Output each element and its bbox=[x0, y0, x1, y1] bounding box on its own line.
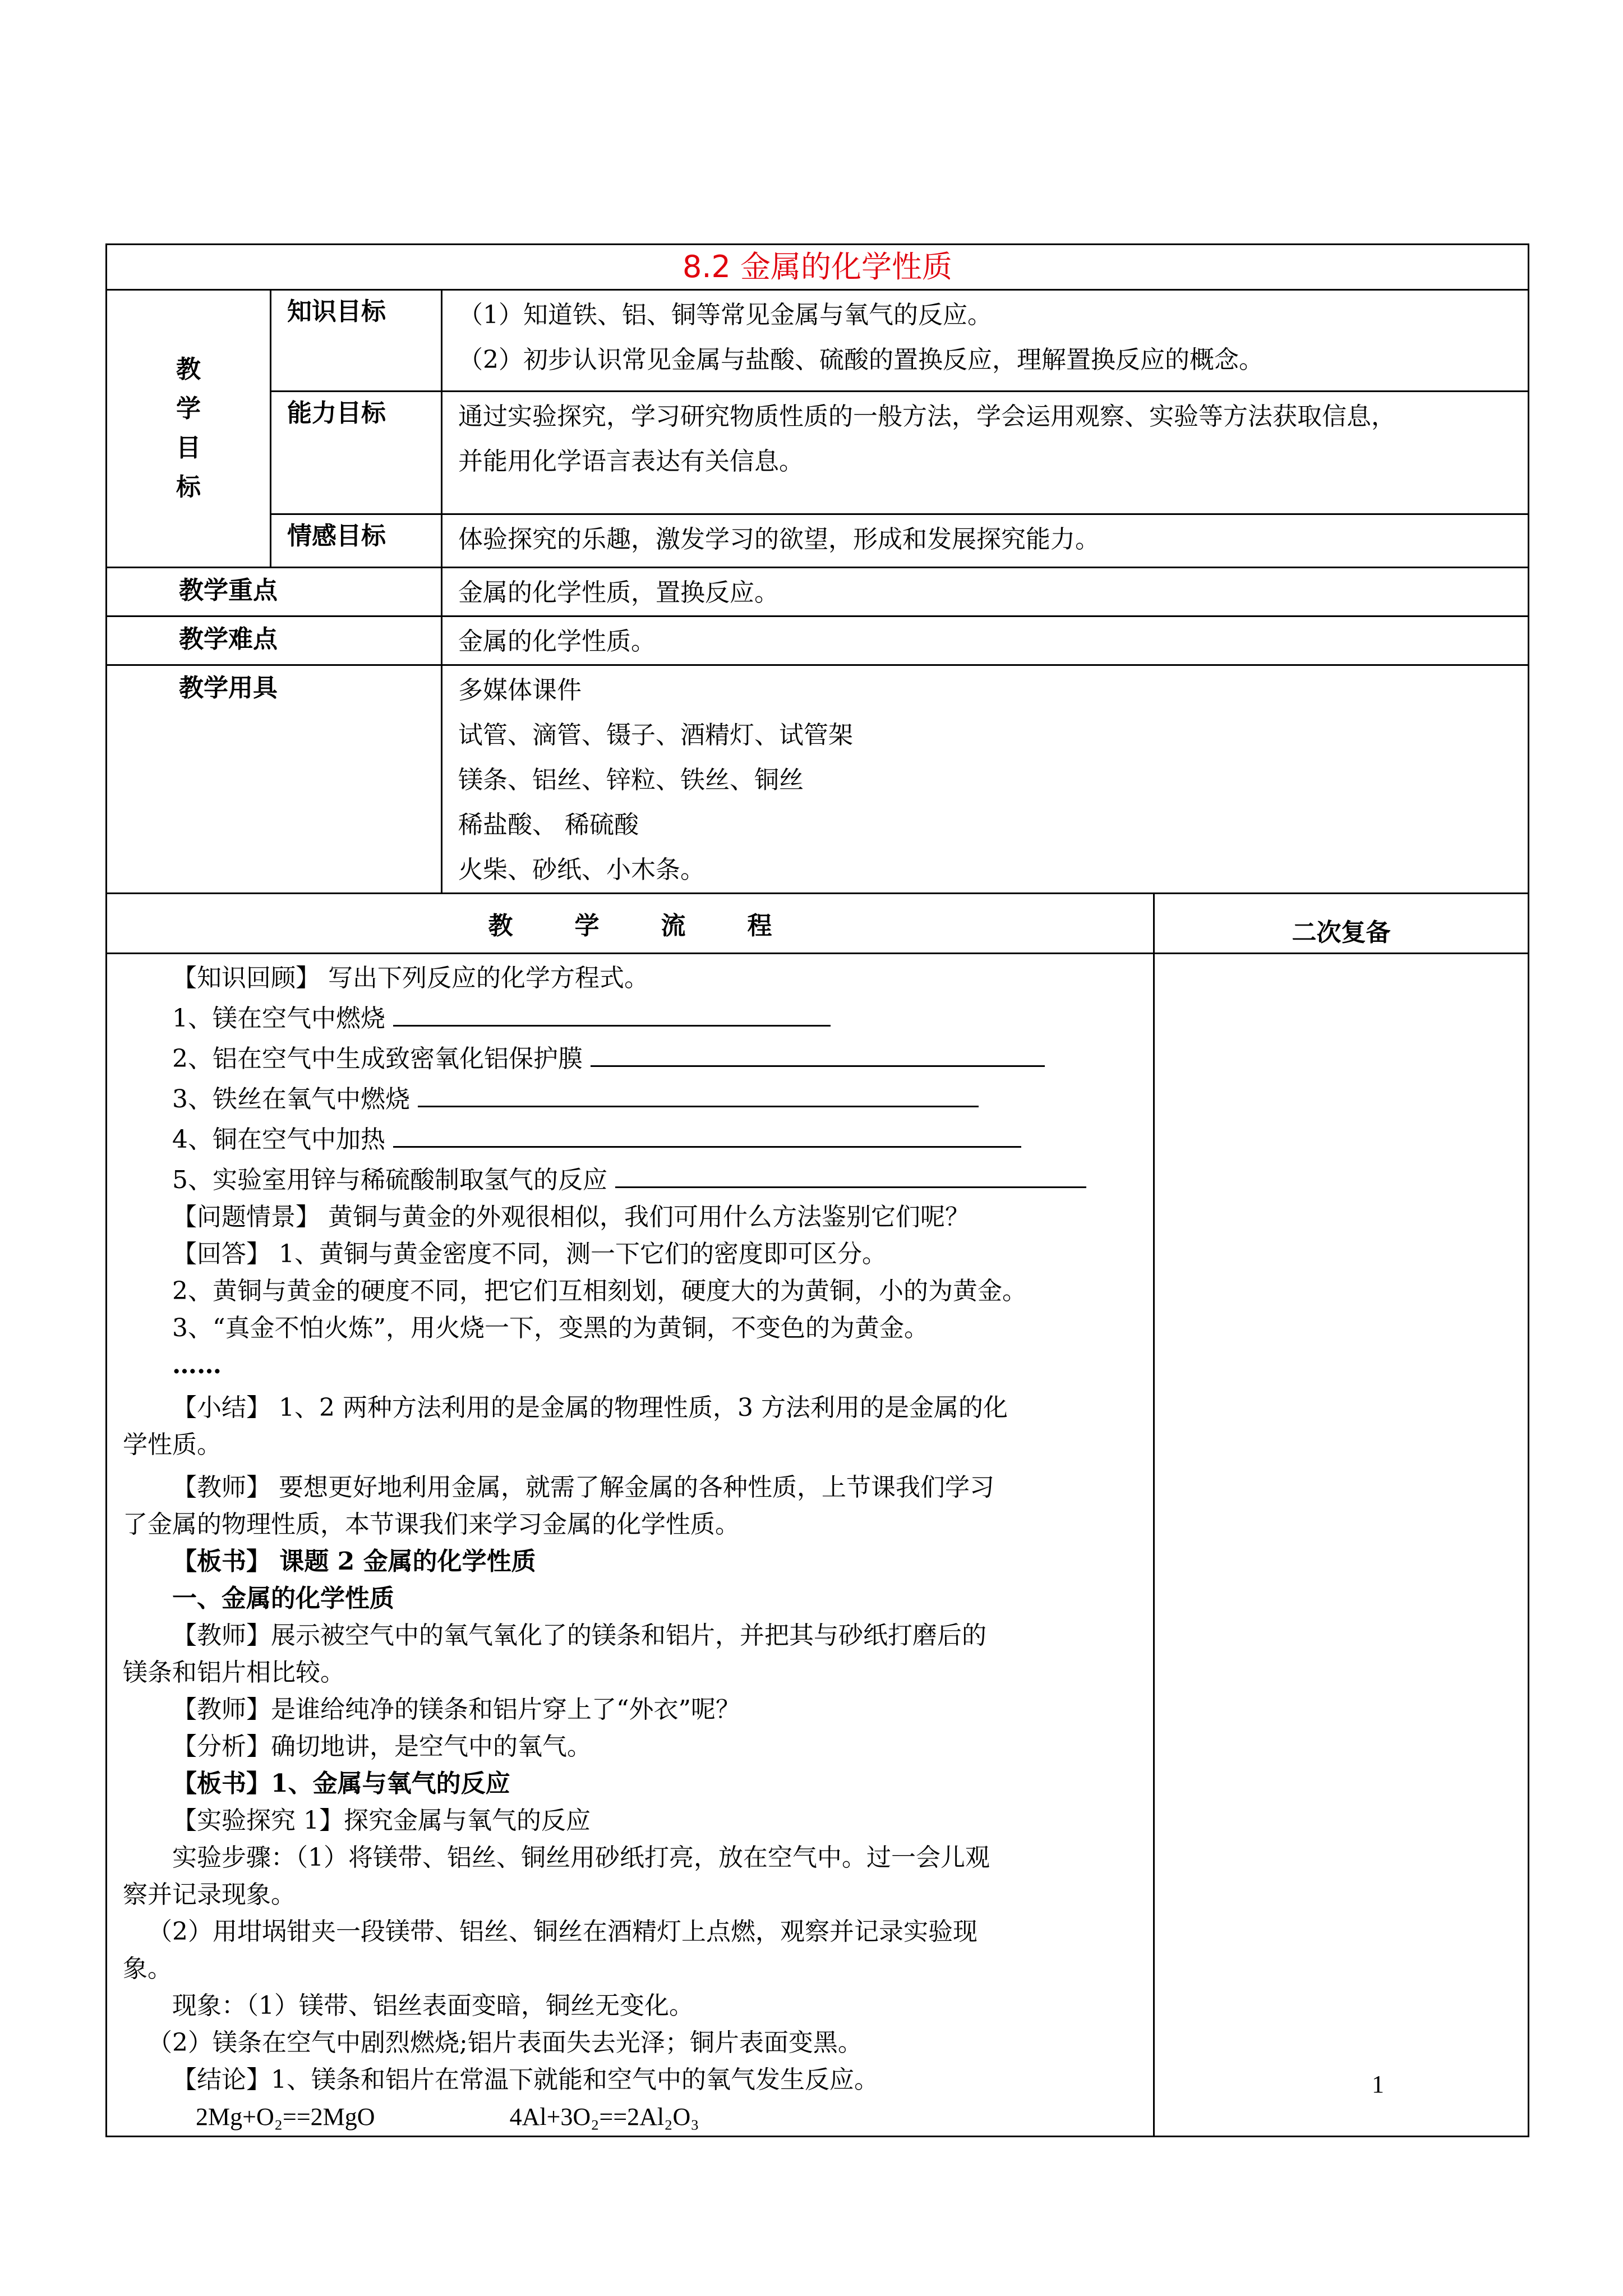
tools-label: 教学用具 bbox=[107, 665, 442, 894]
exercise-item bbox=[123, 1118, 1138, 1158]
teacher-line: 镁条和铝片相比较。 bbox=[123, 1658, 345, 1687]
steps-line: （2）用坩埚钳夹一段镁带、铝丝、铜丝在酒精灯上点燃，观察并记录实验现 bbox=[147, 1917, 978, 1946]
steps-line: 实验步骤：（1）将镁带、铝丝、铜丝用砂纸打亮，放在空气中。过一会儿观 bbox=[172, 1843, 990, 1872]
equation-al: 4Al+3O₂==2Al₂O₃ bbox=[509, 2103, 699, 2131]
ability-objective-label: 能力目标 bbox=[271, 392, 442, 514]
summary-line: 学性质。 bbox=[123, 1430, 222, 1459]
ability-objective-content bbox=[442, 392, 1529, 514]
exercise-text: 4、铜在空气中加热 bbox=[172, 1125, 385, 1154]
difficulty-label: 教学难点 bbox=[107, 616, 442, 665]
answer-blank bbox=[393, 997, 831, 1027]
knowledge-objective-line: （1）知道铁、铝、铜等常见金属与氧气的反应。 bbox=[458, 301, 992, 329]
equation-mg: 2Mg+O₂==2MgO bbox=[196, 2103, 375, 2131]
review-header: 二次复备 bbox=[1154, 894, 1529, 954]
exercise-item bbox=[123, 997, 1138, 1037]
objectives-char: 标 bbox=[176, 473, 201, 501]
equation-line bbox=[123, 2099, 1138, 2136]
knowledge-objective-line: （2）初步认识常见金属与盐酸、硫酸的置换反应，理解置换反应的概念。 bbox=[458, 346, 1264, 374]
ability-objective-line: 通过实验探究，学习研究物质性质的一般方法，学会运用观察、实验等方法获取信息， bbox=[458, 402, 1396, 431]
lesson-plan-table bbox=[105, 243, 1529, 2137]
tools-item: 多媒体课件 bbox=[458, 676, 582, 705]
exercise-item bbox=[123, 1158, 1138, 1199]
answer-blank bbox=[615, 1158, 1086, 1188]
review-intro: 【知识回顾】 写出下列反应的化学方程式。 bbox=[172, 964, 649, 992]
steps-line: 察并记录现象。 bbox=[123, 1880, 296, 1909]
tools-item: 镁条、铝丝、锌粒、铁丝、铜丝 bbox=[458, 766, 804, 794]
exercise-text: 2、铝在空气中生成致密氧化铝保护膜 bbox=[172, 1045, 583, 1073]
answer-line: 【回答】 1、黄铜与黄金密度不同，测一下它们的密度即可区分。 bbox=[172, 1240, 887, 1268]
tools-item: 稀盐酸、 稀硫酸 bbox=[458, 811, 639, 839]
difficulty-value: 金属的化学性质。 bbox=[442, 616, 1529, 665]
phenomenon-line: （2）镁条在空气中剧烈燃烧;铝片表面失去光泽；铜片表面变黑。 bbox=[147, 2028, 863, 2057]
answer-blank bbox=[591, 1037, 1045, 1067]
ability-objective-line: 并能用化学语言表达有关信息。 bbox=[458, 447, 804, 476]
emotion-objective-line: 体验探究的乐趣，激发学习的欲望，形成和发展探究能力。 bbox=[458, 525, 1100, 554]
objectives-group-label bbox=[107, 290, 271, 568]
ellipsis: …… bbox=[172, 1351, 222, 1379]
teaching-flow bbox=[107, 954, 1154, 2137]
board-line: 【板书】 课题 2 金属的化学性质 bbox=[172, 1547, 536, 1576]
teacher-line: 【教师】展示被空气中的氧气氧化了的镁条和铝片，并把其与砂纸打磨后的 bbox=[172, 1621, 986, 1650]
flow-header bbox=[107, 894, 1154, 954]
experiment-title: 【实验探究 1】探究金属与氧气的反应 bbox=[172, 1806, 591, 1835]
answer-blank bbox=[393, 1118, 1021, 1148]
page-number: 1 bbox=[1372, 2070, 1384, 2098]
exercise-text: 5、实验室用锌与稀硫酸制取氢气的反应 bbox=[172, 1166, 607, 1194]
answer-blank bbox=[418, 1078, 979, 1107]
key-point-value: 金属的化学性质，置换反应。 bbox=[442, 568, 1529, 616]
emotion-objective-content bbox=[442, 514, 1529, 568]
title-cell bbox=[107, 245, 1529, 290]
tools-item: 试管、滴管、镊子、酒精灯、试管架 bbox=[458, 721, 853, 749]
objectives-char: 目 bbox=[176, 434, 201, 462]
knowledge-objective-label: 知识目标 bbox=[271, 290, 442, 392]
question-scenario: 【问题情景】 黄铜与黄金的外观很相似，我们可用什么方法鉴别它们呢？ bbox=[172, 1203, 970, 1231]
key-point-label: 教学重点 bbox=[107, 568, 442, 616]
section-heading: 一、金属的化学性质 bbox=[172, 1584, 394, 1613]
objectives-char: 学 bbox=[176, 394, 201, 423]
answer-line: 3、“真金不怕火炼”，用火烧一下，变黑的为黄铜，不变色的为黄金。 bbox=[172, 1314, 929, 1342]
board-line: 【板书】1、金属与氧气的反应 bbox=[172, 1769, 510, 1798]
summary-line: 【小结】 1、2 两种方法利用的是金属的物理性质，3 方法利用的是金属的化 bbox=[172, 1393, 1008, 1422]
flow-header-text: 教学流程 bbox=[488, 912, 834, 940]
tools-item: 火柴、砂纸、小木条。 bbox=[458, 855, 705, 884]
tools-list bbox=[442, 665, 1529, 894]
teacher-line: 【教师】 要想更好地利用金属，就需了解金属的各种性质，上节课我们学习 bbox=[172, 1473, 994, 1502]
exercise-text: 3、铁丝在氧气中燃烧 bbox=[172, 1085, 410, 1114]
emotion-objective-label: 情感目标 bbox=[271, 514, 442, 568]
answer-line: 2、黄铜与黄金的硬度不同，把它们互相刻划，硬度大的为黄铜，小的为黄金。 bbox=[172, 1277, 1027, 1305]
steps-line: 象。 bbox=[123, 1954, 172, 1983]
review-column bbox=[1154, 954, 1529, 2137]
analysis-line: 【分析】确切地讲，是空气中的氧气。 bbox=[172, 1732, 592, 1761]
objectives-char: 教 bbox=[176, 355, 201, 384]
phenomenon-line: 现象：（1）镁带、铝丝表面变暗，铜丝无变化。 bbox=[172, 1991, 694, 2020]
exercise-item bbox=[123, 1037, 1138, 1078]
teacher-line: 了金属的物理性质，本节课我们来学习金属的化学性质。 bbox=[123, 1510, 740, 1539]
exercise-text: 1、镁在空气中燃烧 bbox=[172, 1004, 385, 1033]
page-title: 8.2 金属的化学性质 bbox=[683, 249, 953, 284]
conclusion-line: 【结论】1、镁条和铝片在常温下就能和空气中的氧气发生反应。 bbox=[172, 2065, 879, 2094]
teacher-line: 【教师】是谁给纯净的镁条和铝片穿上了“外衣”呢？ bbox=[172, 1695, 740, 1724]
exercise-item bbox=[123, 1078, 1138, 1118]
knowledge-objective-content bbox=[442, 290, 1529, 392]
